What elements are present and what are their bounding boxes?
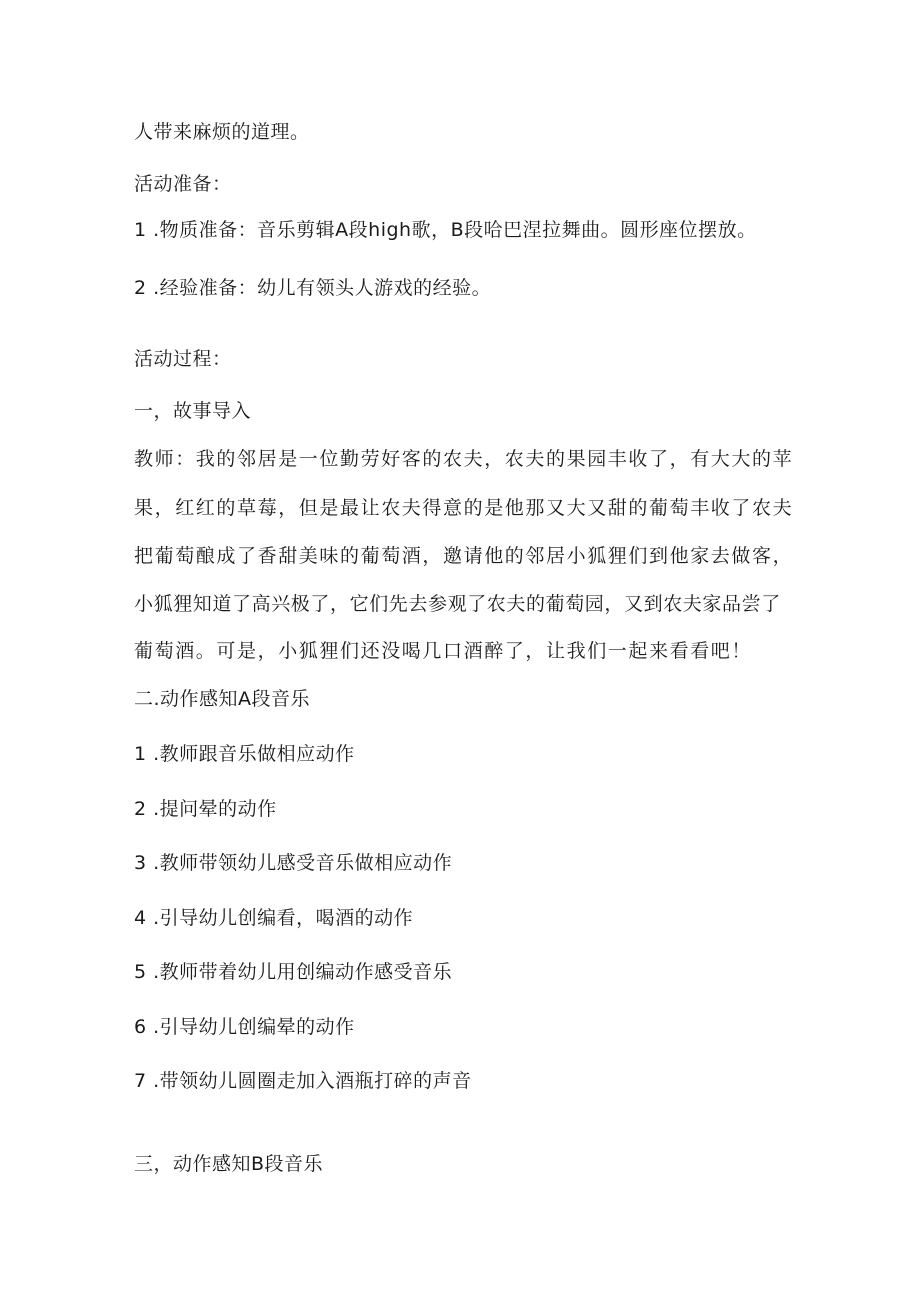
section-action-a: 二.动作感知A段音乐 bbox=[134, 688, 311, 710]
heading-activity-preparation: 活动准备： bbox=[134, 173, 232, 195]
list-item-a6: 6 .引导幼儿创编晕的动作 bbox=[134, 1016, 355, 1038]
paragraph-line: 把葡萄酿成了香甜美味的葡萄酒，邀请他的邻居小狐狸们到他家去做客， bbox=[134, 545, 794, 567]
section-story-intro: 一，故事导入 bbox=[134, 400, 252, 422]
list-item-a7: 7 .带领幼儿圆圈走加入酒瓶打碎的声音 bbox=[134, 1070, 472, 1092]
paragraph-line: 果，红红的草莓，但是最让农夫得意的是他那又大又甜的葡萄丰收了农夫 bbox=[134, 497, 794, 519]
list-item-experience-prep: 2 .经验准备：幼儿有领头人游戏的经验。 bbox=[134, 277, 492, 299]
paragraph-line: 教师：我的邻居是一位勤劳好客的农夫，农夫的果园丰收了，有大大的苹 bbox=[134, 448, 794, 470]
text-line-intro-end: 人带来麻烦的道理。 bbox=[134, 121, 310, 143]
paragraph-line: 小狐狸知道了高兴极了，它们先去参观了农夫的葡萄园，又到农夫家品尝了 bbox=[134, 593, 781, 615]
heading-activity-process: 活动过程： bbox=[134, 348, 232, 370]
list-item-a1: 1 .教师跟音乐做相应动作 bbox=[134, 743, 355, 765]
list-item-a5: 5 .教师带着幼儿用创编动作感受音乐 bbox=[134, 961, 453, 983]
list-item-a3: 3 .教师带领幼儿感受音乐做相应动作 bbox=[134, 852, 453, 874]
paragraph-line: 葡萄酒。可是，小狐狸们还没喝几口酒醉了，让我们一起来看看吧！ bbox=[134, 640, 753, 662]
list-item-material-prep: 1 .物质准备：音乐剪辑A段high歌，B段哈巴涅拉舞曲。圆形座位摆放。 bbox=[134, 219, 757, 241]
section-action-b: 三，动作感知B段音乐 bbox=[134, 1153, 324, 1175]
list-item-a2: 2 .提问晕的动作 bbox=[134, 798, 277, 820]
list-item-a4: 4 .引导幼儿创编看，喝酒的动作 bbox=[134, 907, 414, 929]
